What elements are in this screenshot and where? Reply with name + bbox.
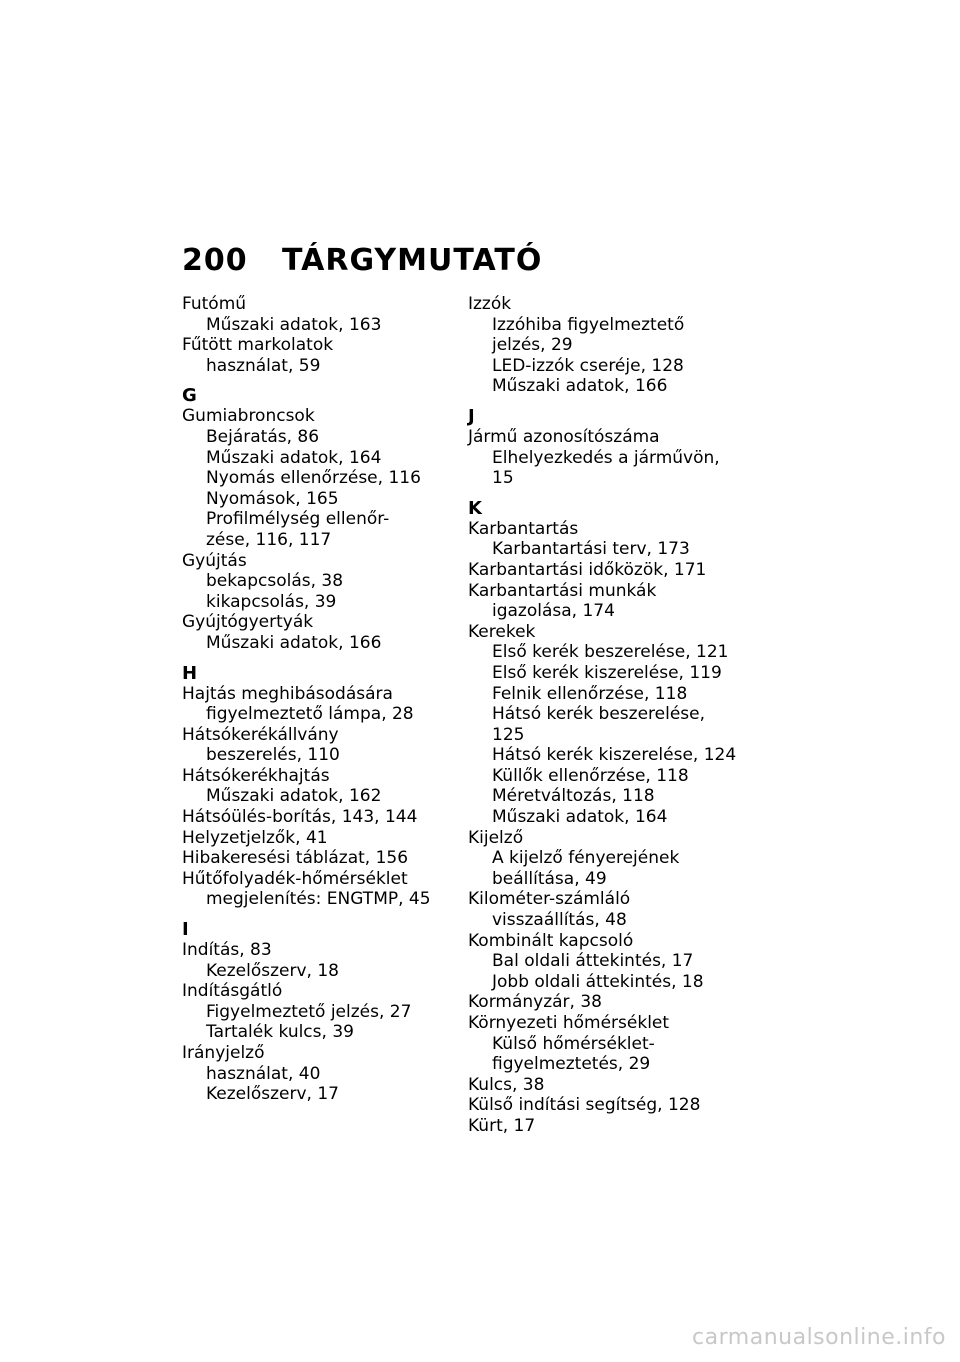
index-subentry: Külső hőmérséklet- bbox=[492, 1033, 655, 1054]
index-subentry: Első kerék kiszerelése, 119 bbox=[492, 662, 722, 683]
index-letter-heading: K bbox=[468, 497, 482, 519]
index-entry: Kürt, 17 bbox=[468, 1115, 536, 1136]
index-entry: Hátsóülés-borítás, 143, 144 bbox=[182, 807, 418, 828]
index-subentry: használat, 40 bbox=[206, 1063, 321, 1084]
index-entry: Indítás, 83 bbox=[182, 940, 272, 961]
index-entry: Hűtőfolyadék-hőmérséklet bbox=[182, 868, 408, 889]
index-subentry: megjelenítés: ENGTMP, 45 bbox=[206, 889, 431, 910]
index-entry: Futómű bbox=[182, 294, 247, 314]
index-subentry: Műszaki adatok, 166 bbox=[492, 376, 668, 397]
index-subentry: A kijelző fényerejének bbox=[492, 848, 680, 869]
index-entry: Gyújtás bbox=[182, 550, 247, 571]
index-subentry: Hátsó kerék beszerelése, 125 bbox=[492, 704, 706, 745]
index-subentry: figyelmeztető lámpa, 28 bbox=[206, 704, 414, 725]
index-subentry: zése, 116, 117 bbox=[206, 529, 332, 550]
index-subentry: Műszaki adatok, 166 bbox=[206, 632, 382, 653]
index-entry: Kilométer-számláló bbox=[468, 889, 631, 910]
index-entry: Kerekek bbox=[468, 621, 536, 642]
index-subentry: beállítása, 49 bbox=[492, 868, 607, 889]
index-subentry: LED-izzók cseréje, 128 bbox=[492, 355, 684, 376]
index-subentry: Izzóhiba figyelmeztető bbox=[492, 314, 685, 335]
index-subentry: visszaállítás, 48 bbox=[492, 910, 627, 931]
index-entry: Kormányzár, 38 bbox=[468, 992, 602, 1013]
index-entry: Indításgátló bbox=[182, 981, 283, 1002]
index-entry: Kombinált kapcsoló bbox=[468, 930, 634, 951]
index-letter-heading: J bbox=[468, 405, 475, 427]
watermark: carmanualsonline.info bbox=[692, 1325, 946, 1350]
index-entry: Irányjelző bbox=[182, 1043, 265, 1063]
index-subentry: Műszaki adatok, 164 bbox=[206, 447, 382, 468]
index-entry: Jármű azonosítószáma bbox=[468, 426, 660, 447]
index-subentry: igazolása, 174 bbox=[492, 601, 615, 622]
index-letter-heading: H bbox=[182, 662, 198, 684]
index-subentry: bekapcsolás, 38 bbox=[206, 571, 344, 592]
index-subentry: Méretváltozás, 118 bbox=[492, 786, 655, 807]
index-entry: Kijelző bbox=[468, 827, 524, 848]
index-subentry: jelzés, 29 bbox=[492, 335, 573, 356]
index-entry: Gumiabroncsok bbox=[182, 406, 315, 427]
index-subentry: Nyomások, 165 bbox=[206, 488, 339, 509]
index-entry: Helyzetjelzők, 41 bbox=[182, 827, 328, 848]
index-entry: Hátsókerékhajtás bbox=[182, 765, 330, 786]
index-entry: Karbantartás bbox=[468, 518, 579, 539]
index-subentry: Első kerék beszerelése, 121 bbox=[492, 642, 729, 663]
index-letter-heading: G bbox=[182, 385, 197, 407]
index-column-right bbox=[468, 294, 738, 1137]
index-subentry: Hátsó kerék kiszerelése, 124 bbox=[492, 745, 737, 766]
index-subentry: Bejáratás, 86 bbox=[206, 426, 320, 447]
index-entry: Fűtött markolatok bbox=[182, 335, 334, 356]
index-subentry: Kezelőszerv, 17 bbox=[206, 1084, 339, 1105]
index-entry: Hátsókerékállvány bbox=[182, 724, 339, 745]
index-subentry: Kezelőszerv, 18 bbox=[206, 960, 339, 981]
index-entry: Gyújtógyertyák bbox=[182, 612, 314, 633]
index-entry: Hibakeresési táblázat, 156 bbox=[182, 848, 409, 869]
index-subentry: Műszaki adatok, 164 bbox=[492, 807, 668, 828]
index-subentry: használat, 59 bbox=[206, 355, 321, 376]
index-subentry: Profilmélység ellenőr- bbox=[206, 509, 390, 530]
page-number: 200 bbox=[182, 243, 248, 278]
index-subentry: Karbantartási terv, 173 bbox=[492, 539, 690, 560]
index-subentry: Nyomás ellenőrzése, 116 bbox=[206, 468, 421, 489]
index-entry: Karbantartási időközök, 171 bbox=[468, 559, 707, 580]
index-entry: Külső indítási segítség, 128 bbox=[468, 1095, 701, 1116]
index-subentry: Küllők ellenőrzése, 118 bbox=[492, 765, 689, 786]
index-entry: Izzók bbox=[468, 294, 512, 314]
index-subentry: Elhelyezkedés a járművön, 15 bbox=[492, 447, 720, 489]
index-subentry: Jobb oldali áttekintés, 18 bbox=[492, 971, 704, 992]
index-subentry: Tartalék kulcs, 39 bbox=[206, 1022, 354, 1043]
index-column-left bbox=[182, 294, 452, 1105]
index-subentry: Felnik ellenőrzése, 118 bbox=[492, 683, 688, 704]
index-subentry: Bal oldali áttekintés, 17 bbox=[492, 951, 694, 972]
index-subentry: beszerelés, 110 bbox=[206, 745, 340, 766]
index-entry: Környezeti hőmérséklet bbox=[468, 1013, 670, 1033]
index-subentry: figyelmeztetés, 29 bbox=[492, 1054, 651, 1075]
page-title: TÁRGYMUTATÓ bbox=[282, 243, 543, 278]
index-letter-heading: I bbox=[182, 919, 189, 941]
index-subentry: Műszaki adatok, 162 bbox=[206, 786, 382, 807]
index-subentry: kikapcsolás, 39 bbox=[206, 591, 337, 612]
index-entry: Hajtás meghibásodására bbox=[182, 683, 393, 704]
index-entry: Karbantartási munkák bbox=[468, 580, 657, 601]
index-entry: Kulcs, 38 bbox=[468, 1074, 545, 1095]
index-subentry: Műszaki adatok, 163 bbox=[206, 314, 382, 335]
index-subentry: Figyelmeztető jelzés, 27 bbox=[206, 1001, 412, 1022]
